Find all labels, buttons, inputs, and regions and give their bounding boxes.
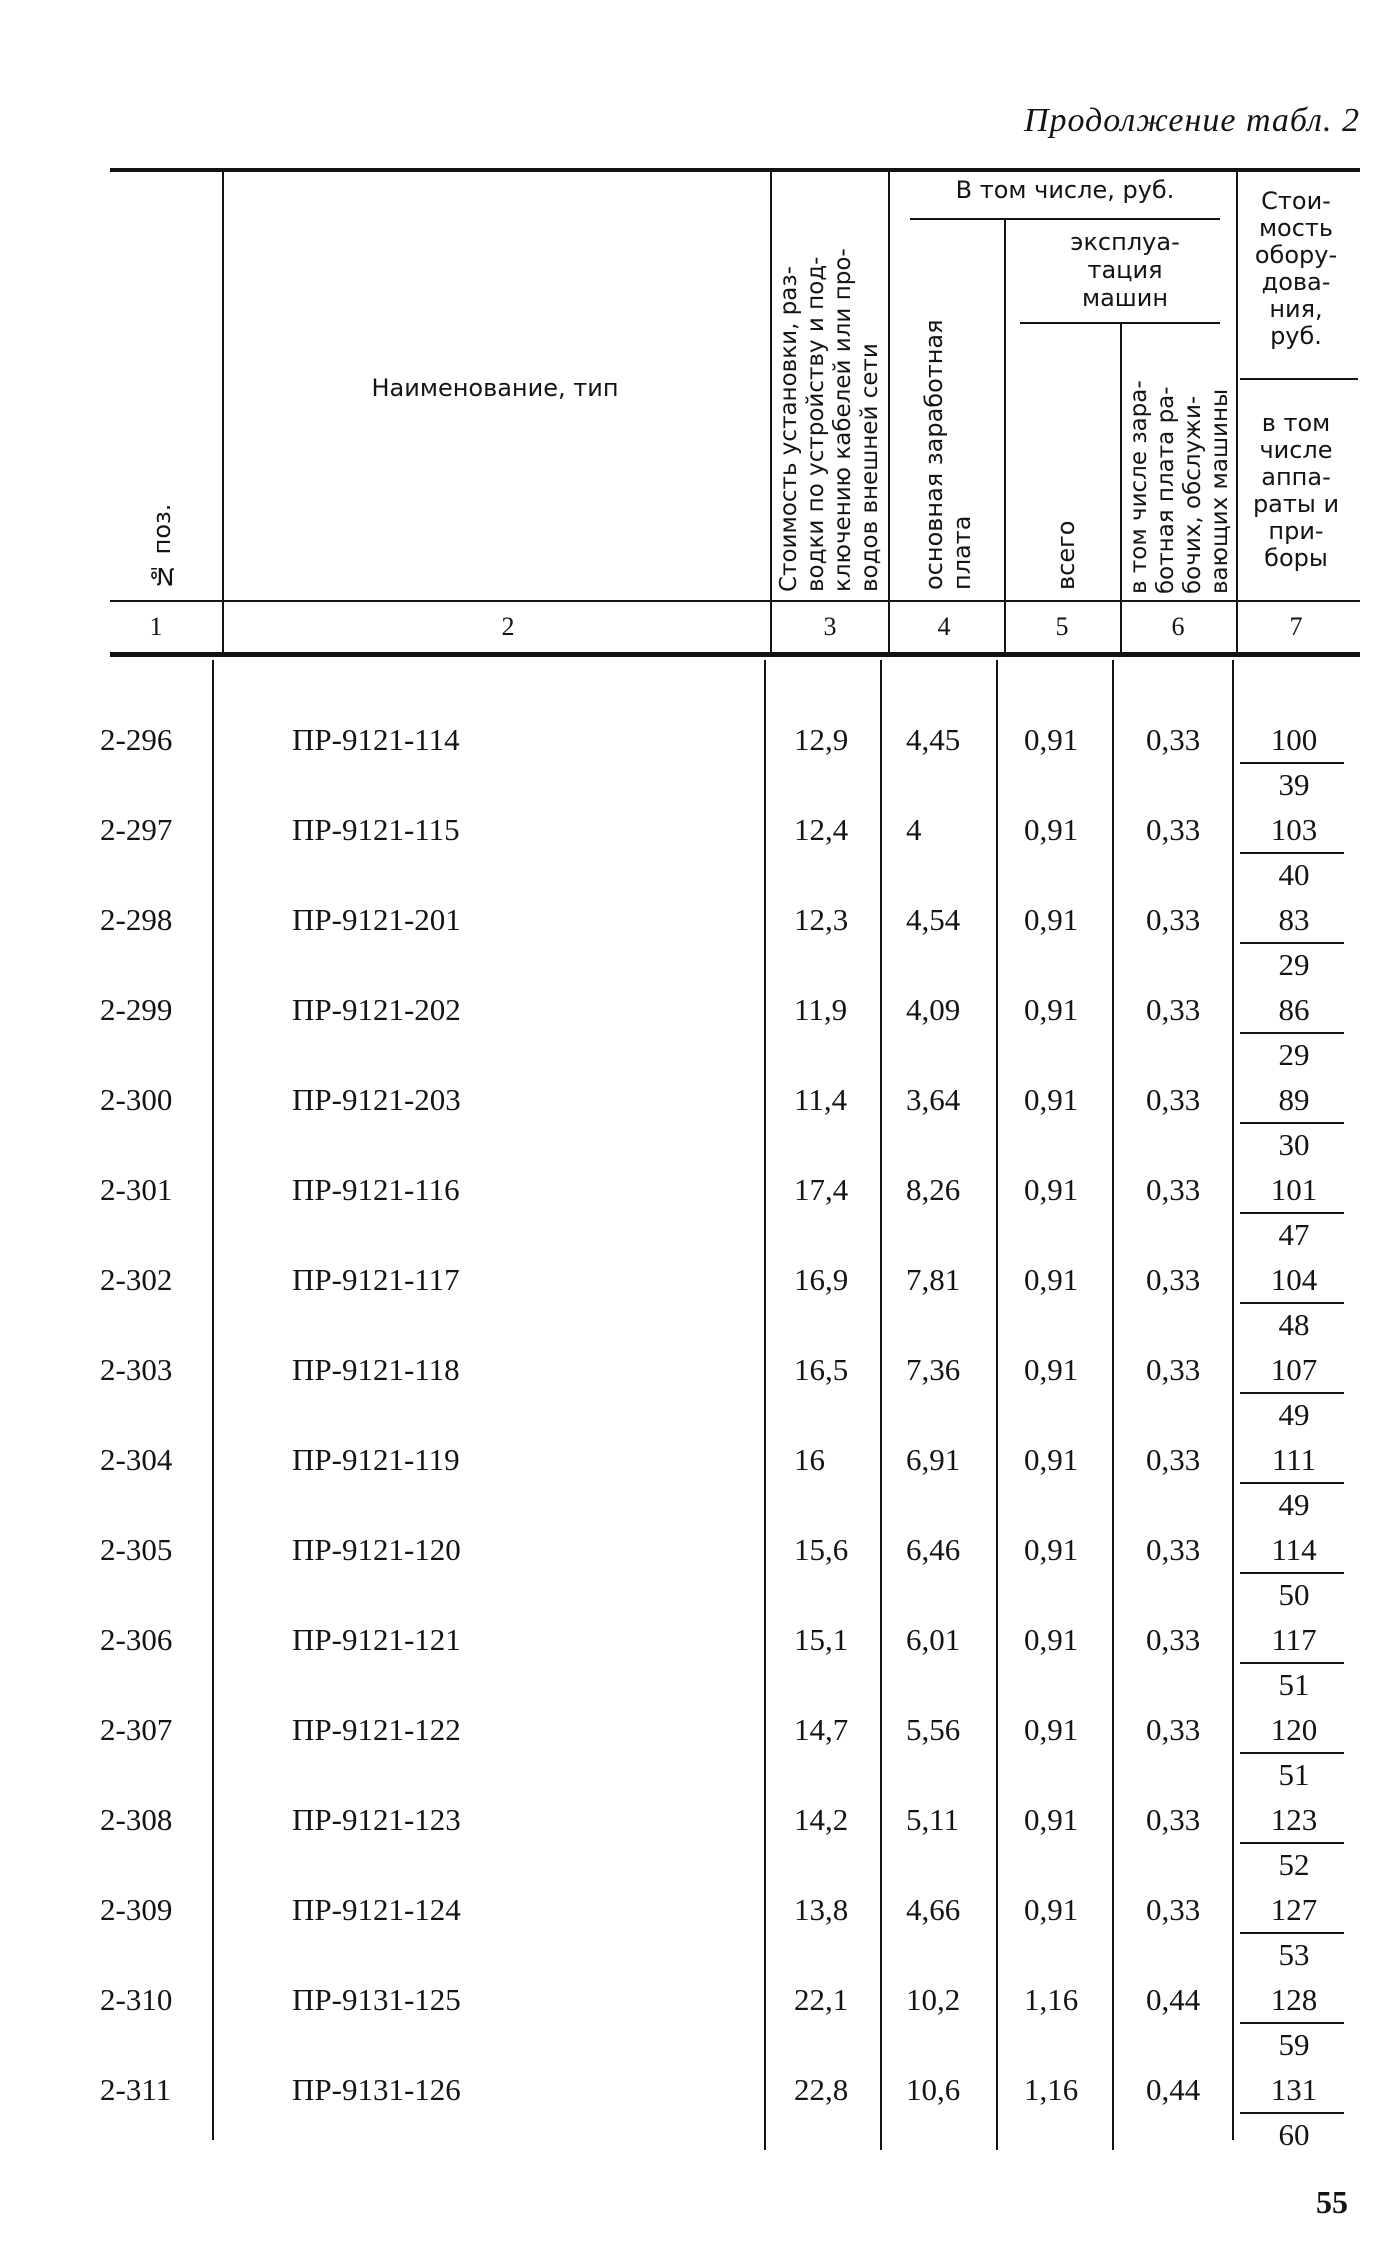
row-install-cost: 11,9 xyxy=(794,992,848,1027)
row-position: 2-301 xyxy=(100,1172,173,1207)
row-machine-wage: 0,33 xyxy=(1146,1082,1201,1117)
body-vline-2 xyxy=(764,660,766,2150)
row-machine-total: 0,91 xyxy=(1024,992,1079,1027)
row-position: 2-299 xyxy=(100,992,173,1027)
row-machine-total: 0,91 xyxy=(1024,722,1079,757)
row-equipment-devices: 51 xyxy=(1278,1757,1310,1792)
header-col4: основная заработная плата xyxy=(920,319,976,590)
header-col6: в том числе зара- ботная плата ра- бочих, обслужи- вающих машины xyxy=(1126,380,1233,594)
row-fraction-line xyxy=(1240,1752,1344,1754)
row-machine-wage: 0,33 xyxy=(1146,1352,1201,1387)
row-install-cost: 22,8 xyxy=(794,2072,849,2107)
row-equipment-cost: 111 xyxy=(1271,1442,1317,1477)
row-equipment-cost: 117 xyxy=(1271,1622,1317,1657)
row-name: ПР-9121-201 xyxy=(292,902,461,937)
row-equipment-devices: 30 xyxy=(1278,1127,1310,1162)
row-machine-total: 0,91 xyxy=(1024,1532,1079,1567)
row-install-cost: 13,8 xyxy=(794,1892,849,1927)
row-base-wage: 6,01 xyxy=(906,1622,961,1657)
row-machine-wage: 0,33 xyxy=(1146,1172,1201,1207)
row-machine-total: 1,16 xyxy=(1024,2072,1079,2107)
row-position: 2-309 xyxy=(100,1892,173,1927)
row-machine-wage: 0,33 xyxy=(1146,1892,1201,1927)
row-name: ПР-9121-121 xyxy=(292,1622,461,1657)
row-install-cost: 12,9 xyxy=(794,722,849,757)
row-machine-wage: 0,33 xyxy=(1146,1532,1201,1567)
header-col5: всего xyxy=(1052,520,1080,590)
row-name: ПР-9121-202 xyxy=(292,992,461,1027)
row-install-cost: 17,4 xyxy=(794,1172,849,1207)
header-vline-2 xyxy=(770,172,772,652)
row-equipment-cost: 128 xyxy=(1270,1982,1318,2017)
row-base-wage: 10,6 xyxy=(906,2072,961,2107)
row-machine-total: 0,91 xyxy=(1024,1442,1079,1477)
row-position: 2-303 xyxy=(100,1352,173,1387)
row-name: ПР-9121-124 xyxy=(292,1892,461,1927)
row-equipment-cost: 83 xyxy=(1278,902,1310,937)
row-name: ПР-9121-118 xyxy=(292,1352,460,1387)
row-install-cost: 16 xyxy=(794,1442,825,1477)
header-col2: Наименование, тип xyxy=(371,374,619,402)
row-base-wage: 10,2 xyxy=(906,1982,961,2017)
row-equipment-devices: 29 xyxy=(1278,1037,1310,1072)
header-col7-top: Стои- мость обору- дова- ния, руб. xyxy=(1254,187,1338,350)
row-base-wage: 8,26 xyxy=(906,1172,961,1207)
row-fraction-line xyxy=(1240,1842,1344,1844)
header-vline-4 xyxy=(1004,218,1006,652)
row-fraction-line xyxy=(1240,852,1344,854)
row-name: ПР-9121-115 xyxy=(292,812,460,847)
row-install-cost: 12,3 xyxy=(794,902,849,937)
row-equipment-cost: 114 xyxy=(1271,1532,1317,1567)
header-bottom-rule xyxy=(110,600,1360,602)
row-fraction-line xyxy=(1240,1212,1344,1214)
row-fraction-line xyxy=(1240,1302,1344,1304)
row-install-cost: 14,2 xyxy=(794,1802,849,1837)
row-machine-total: 0,91 xyxy=(1024,1802,1079,1837)
row-machine-wage: 0,33 xyxy=(1146,1262,1201,1297)
row-equipment-cost: 123 xyxy=(1270,1802,1318,1837)
row-machine-total: 0,91 xyxy=(1024,1262,1079,1297)
body-vline-4 xyxy=(996,660,998,2150)
row-install-cost: 16,9 xyxy=(794,1262,849,1297)
row-equipment-devices: 53 xyxy=(1278,1937,1310,1972)
row-fraction-line xyxy=(1240,1572,1344,1574)
row-machine-wage: 0,33 xyxy=(1146,722,1201,757)
row-machine-wage: 0,33 xyxy=(1146,992,1201,1027)
row-position: 2-308 xyxy=(100,1802,173,1837)
row-position: 2-300 xyxy=(100,1082,173,1117)
row-name: ПР-9121-120 xyxy=(292,1532,461,1567)
row-base-wage: 5,56 xyxy=(906,1712,961,1747)
row-base-wage: 4,54 xyxy=(906,902,961,937)
row-equipment-devices: 29 xyxy=(1278,947,1310,982)
row-fraction-line xyxy=(1240,762,1344,764)
row-fraction-line xyxy=(1240,2112,1344,2114)
row-name: ПР-9121-119 xyxy=(292,1442,460,1477)
row-machine-total: 0,91 xyxy=(1024,1892,1079,1927)
row-position: 2-304 xyxy=(100,1442,173,1477)
row-install-cost: 12,4 xyxy=(794,812,849,847)
row-name: ПР-9121-123 xyxy=(292,1802,461,1837)
row-equipment-devices: 39 xyxy=(1278,767,1310,802)
row-machine-wage: 0,33 xyxy=(1146,1622,1201,1657)
row-base-wage: 6,46 xyxy=(906,1532,961,1567)
row-position: 2-305 xyxy=(100,1532,173,1567)
header-exploitation: эксплуа- тация машин xyxy=(1070,228,1180,312)
column-number-4: 4 xyxy=(937,612,951,641)
row-machine-total: 0,91 xyxy=(1024,812,1079,847)
row-equipment-cost: 107 xyxy=(1270,1352,1318,1387)
row-install-cost: 11,4 xyxy=(794,1082,848,1117)
row-name: ПР-9121-114 xyxy=(292,722,460,757)
row-position: 2-311 xyxy=(100,2072,172,2107)
row-install-cost: 15,6 xyxy=(794,1532,849,1567)
row-machine-wage: 0,33 xyxy=(1146,902,1201,937)
row-machine-total: 0,91 xyxy=(1024,1082,1079,1117)
row-base-wage: 4,45 xyxy=(906,722,961,757)
header-col1: № поз. xyxy=(148,503,176,590)
row-equipment-cost: 89 xyxy=(1278,1082,1310,1117)
row-name: ПР-9121-116 xyxy=(292,1172,460,1207)
row-base-wage: 6,91 xyxy=(906,1442,961,1477)
header-col7-bottom: в том числе аппа- раты и при- боры xyxy=(1252,409,1340,572)
row-name: ПР-9121-122 xyxy=(292,1712,461,1747)
top-rule xyxy=(110,168,1360,172)
header-group: В том числе, руб. xyxy=(955,176,1175,204)
row-equipment-devices: 59 xyxy=(1278,2027,1310,2062)
row-fraction-line xyxy=(1240,1392,1344,1394)
row-fraction-line xyxy=(1240,1122,1344,1124)
row-equipment-devices: 52 xyxy=(1278,1847,1310,1882)
row-machine-total: 0,91 xyxy=(1024,1352,1079,1387)
row-fraction-line xyxy=(1240,1662,1344,1664)
row-position: 2-310 xyxy=(100,1982,173,2017)
row-fraction-line xyxy=(1240,1482,1344,1484)
table-caption: Продолжение табл. 2 xyxy=(1023,102,1360,139)
row-position: 2-306 xyxy=(100,1622,173,1657)
row-base-wage: 7,81 xyxy=(906,1262,961,1297)
row-equipment-cost: 86 xyxy=(1278,992,1310,1027)
numbers-bottom-rule xyxy=(110,652,1360,657)
row-machine-wage: 0,33 xyxy=(1146,1712,1201,1747)
row-equipment-devices: 60 xyxy=(1278,2117,1310,2152)
row-name: ПР-9121-117 xyxy=(292,1262,460,1297)
row-machine-total: 0,91 xyxy=(1024,1172,1079,1207)
header-vline-1 xyxy=(222,172,224,652)
row-equipment-cost: 101 xyxy=(1270,1172,1318,1207)
col7-divider xyxy=(1240,378,1358,380)
row-machine-wage: 0,44 xyxy=(1146,1982,1201,2017)
row-position: 2-307 xyxy=(100,1712,173,1747)
row-base-wage: 4 xyxy=(906,812,922,847)
group-underline xyxy=(910,218,1220,220)
row-equipment-cost: 127 xyxy=(1270,1892,1318,1927)
row-equipment-devices: 50 xyxy=(1278,1577,1310,1612)
row-equipment-cost: 103 xyxy=(1270,812,1318,847)
row-position: 2-297 xyxy=(100,812,173,847)
row-equipment-devices: 48 xyxy=(1278,1307,1310,1342)
row-install-cost: 14,7 xyxy=(794,1712,849,1747)
row-equipment-cost: 131 xyxy=(1270,2072,1318,2107)
row-fraction-line xyxy=(1240,1932,1344,1934)
column-number-7: 7 xyxy=(1289,612,1303,641)
row-machine-wage: 0,44 xyxy=(1146,2072,1201,2107)
row-fraction-line xyxy=(1240,942,1344,944)
page-number: 55 xyxy=(1316,2184,1348,2220)
row-install-cost: 15,1 xyxy=(794,1622,849,1657)
column-number-2: 2 xyxy=(501,612,515,641)
header-vline-3 xyxy=(888,172,890,652)
row-machine-total: 0,91 xyxy=(1024,1712,1079,1747)
row-name: ПР-9121-203 xyxy=(292,1082,461,1117)
row-install-cost: 16,5 xyxy=(794,1352,849,1387)
body-vline-6 xyxy=(1232,660,1234,2140)
row-fraction-line xyxy=(1240,1032,1344,1034)
row-equipment-cost: 100 xyxy=(1270,722,1318,757)
row-machine-total: 0,91 xyxy=(1024,902,1079,937)
row-name: ПР-9131-126 xyxy=(292,2072,461,2107)
row-install-cost: 22,1 xyxy=(794,1982,849,2017)
row-machine-wage: 0,33 xyxy=(1146,812,1201,847)
column-number-3: 3 xyxy=(823,612,837,641)
row-machine-total: 1,16 xyxy=(1024,1982,1079,2017)
row-machine-wage: 0,33 xyxy=(1146,1442,1201,1477)
row-position: 2-298 xyxy=(100,902,173,937)
column-number-6: 6 xyxy=(1171,612,1185,641)
column-number-5: 5 xyxy=(1055,612,1069,641)
header-col3: Стоимость установки, раз- водки по устройству и под- ключению кабелей или про- водов внешней сети xyxy=(776,248,883,592)
body-vline-1 xyxy=(212,660,214,2140)
row-equipment-devices: 49 xyxy=(1278,1397,1310,1432)
body-vline-3 xyxy=(880,660,882,2150)
row-machine-wage: 0,33 xyxy=(1146,1802,1201,1837)
row-base-wage: 4,09 xyxy=(906,992,961,1027)
row-base-wage: 4,66 xyxy=(906,1892,961,1927)
row-equipment-devices: 49 xyxy=(1278,1487,1310,1522)
row-base-wage: 5,11 xyxy=(906,1802,960,1837)
row-position: 2-302 xyxy=(100,1262,173,1297)
column-number-1: 1 xyxy=(149,612,163,641)
row-equipment-devices: 47 xyxy=(1278,1217,1310,1252)
header-vline-5 xyxy=(1120,322,1122,652)
body-vline-5 xyxy=(1112,660,1114,2150)
row-base-wage: 3,64 xyxy=(906,1082,961,1117)
row-base-wage: 7,36 xyxy=(906,1352,961,1387)
row-fraction-line xyxy=(1240,2022,1344,2024)
row-equipment-devices: 51 xyxy=(1278,1667,1310,1702)
row-position: 2-296 xyxy=(100,722,173,757)
row-name: ПР-9131-125 xyxy=(292,1982,461,2017)
row-equipment-cost: 120 xyxy=(1270,1712,1318,1747)
row-equipment-cost: 104 xyxy=(1270,1262,1318,1297)
row-equipment-devices: 40 xyxy=(1278,857,1310,892)
row-machine-total: 0,91 xyxy=(1024,1622,1079,1657)
